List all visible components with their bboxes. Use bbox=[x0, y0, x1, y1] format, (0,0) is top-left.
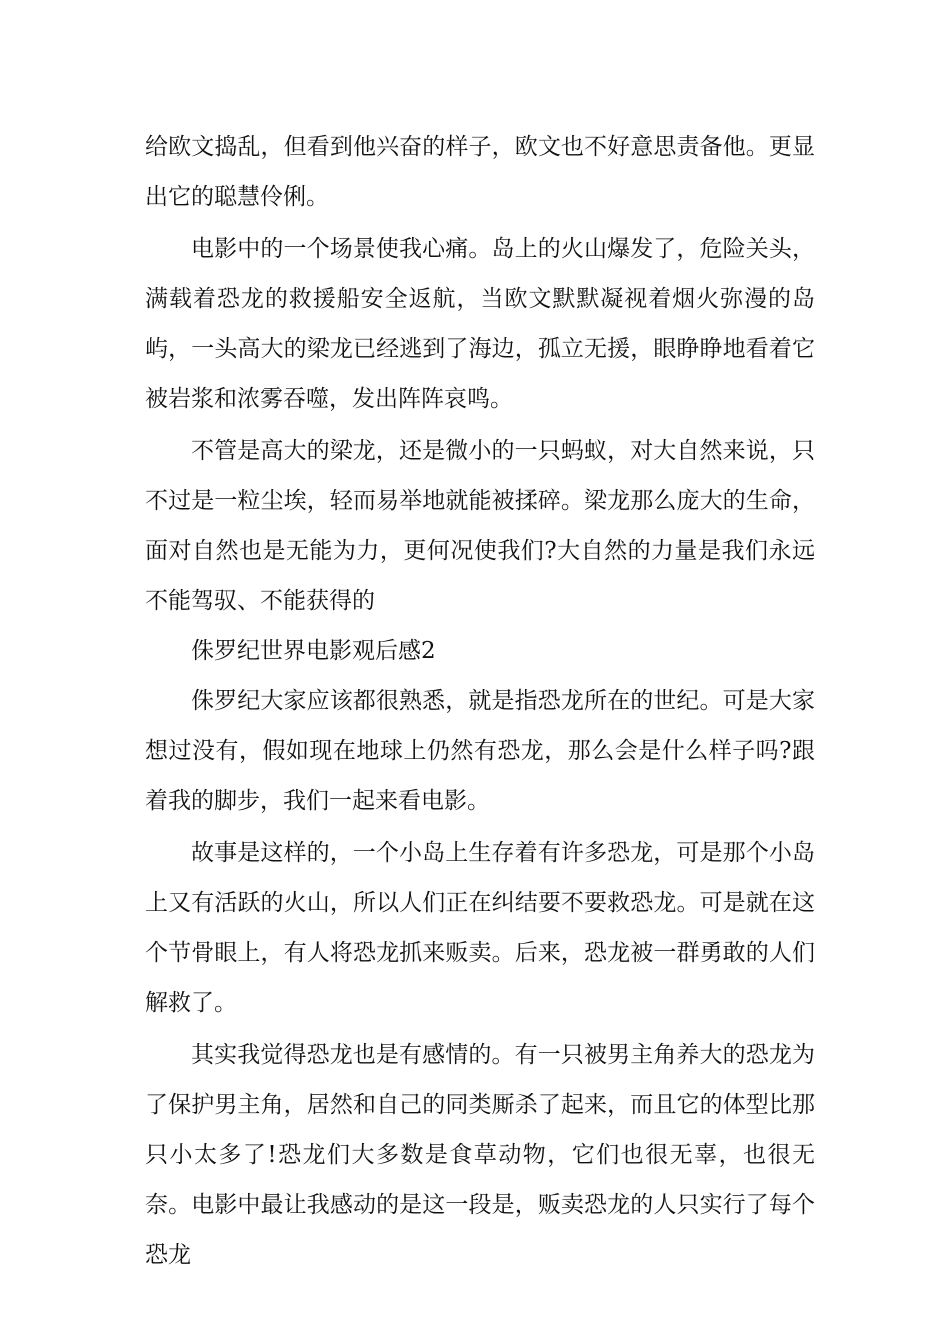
paragraph-6: 其实我觉得恐龙也是有感情的。有一只被男主角养大的恐龙为了保护男主角，居然和自己的同类厮杀了起来，而且它的体型比那只小太多了!恐龙们大多数是食草动物，它们也很无辜，也很无奈。电影中最让我感动的是这一段是，贩卖恐龙的人只实行了每个恐龙 bbox=[145, 1042, 815, 1268]
paragraph-4: 侏罗纪大家应该都很熟悉，就是指恐龙所在的世纪。可是大家想过没有，假如现在地球上仍然有恐龙，那么会是什么样子吗?跟着我的脚步，我们一起来看电影。 bbox=[145, 688, 815, 814]
paragraph-3: 不管是高大的梁龙，还是微小的一只蚂蚁，对大自然来说，只不过是一粒尘埃，轻而易举地就能被揉碎。梁龙那么庞大的生命，面对自然也是无能为力，更何况使我们?大自然的力量是我们永远不能驾驭、不能获得的 bbox=[145, 438, 815, 614]
document-page bbox=[145, 122, 815, 1280]
paragraph-1: 给欧文捣乱，但看到他兴奋的样子，欧文也不好意思责备他。更显出它的聪慧伶俐。 bbox=[145, 134, 815, 210]
paragraph-2: 电影中的一个场景使我心痛。岛上的火山爆发了，危险关头，满载着恐龙的救援船安全返航，当欧文默默凝视着烟火弥漫的岛屿，一头高大的梁龙已经逃到了海边，孤立无援，眼睁睁地看着它被岩浆和浓雾吞噬，发出阵阵哀鸣。 bbox=[145, 236, 815, 412]
paragraph-5: 故事是这样的，一个小岛上生存着有许多恐龙，可是那个小岛上又有活跃的火山，所以人们正在纠结要不要救恐龙。可是就在这个节骨眼上，有人将恐龙抓来贩卖。后来，恐龙被一群勇敢的人们解救了。 bbox=[145, 840, 815, 1016]
section-title: 侏罗纪世界电影观后感2 bbox=[191, 638, 436, 664]
